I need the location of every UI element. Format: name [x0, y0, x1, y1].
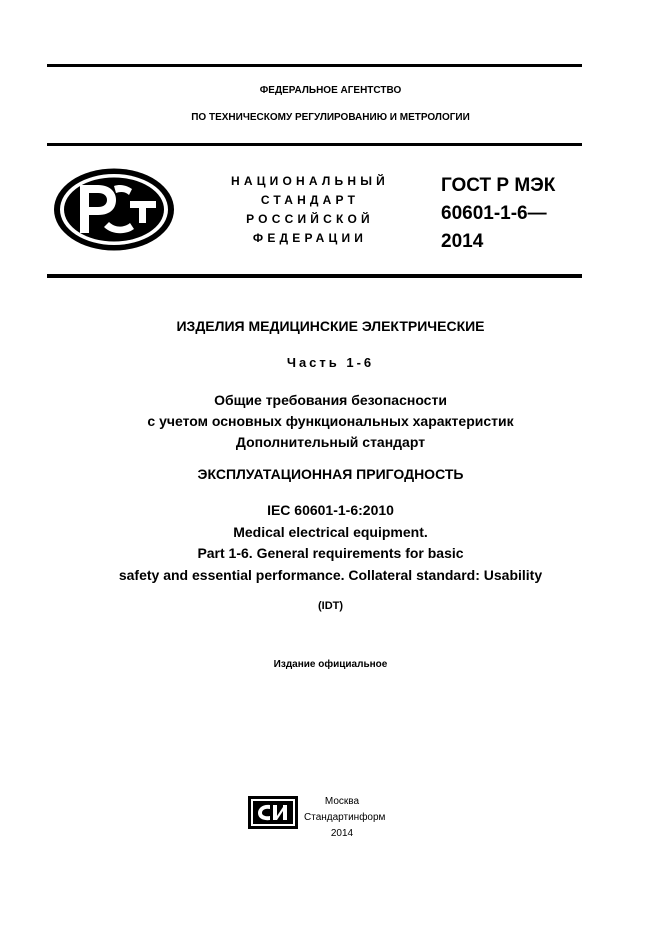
- subtitle-line: Общие требования безопасности: [214, 392, 447, 408]
- part-label: Часть 1-6: [286, 355, 375, 370]
- title-rule: [47, 274, 582, 278]
- top-rule: [47, 64, 582, 67]
- publisher-name: Стандартинформ: [304, 812, 386, 823]
- subtitle: [0, 390, 661, 453]
- agency-line-2: ПО ТЕХНИЧЕСКОМУ РЕГУЛИРОВАНИЮ И МЕТРОЛОГИИ: [191, 112, 470, 123]
- iec-line: IEC 60601-1-6:2010: [267, 502, 394, 518]
- subtitle-line: Дополнительный стандарт: [235, 434, 426, 450]
- edition-label: Издание официальное: [273, 659, 388, 670]
- publisher-info: [304, 794, 386, 842]
- iec-line: Part 1-6. General requirements for basic: [197, 545, 464, 561]
- header-rule: [47, 143, 582, 146]
- topic-title: ЭКСПЛУАТАЦИОННАЯ ПРИГОДНОСТЬ: [197, 466, 464, 482]
- national-line: СТАНДАРТ: [260, 193, 360, 207]
- document-title: ИЗДЕЛИЯ МЕДИЦИНСКИЕ ЭЛЕКТРИЧЕСКИЕ: [176, 318, 485, 334]
- iec-reference: [0, 500, 661, 586]
- national-standard-label: [200, 172, 420, 248]
- standartinform-logo-icon: [248, 796, 298, 829]
- publisher-city: Москва: [324, 796, 360, 807]
- gost-logo-icon: [52, 167, 176, 252]
- agency-line-1: ФЕДЕРАЛЬНОЕ АГЕНТСТВО: [259, 85, 402, 96]
- standard-code: [441, 172, 555, 256]
- national-line: НАЦИОНАЛЬНЫЙ: [230, 174, 390, 188]
- publisher-year: 2014: [330, 828, 354, 839]
- iec-line: Medical electrical equipment.: [233, 523, 428, 540]
- national-line: РОССИЙСКОЙ: [246, 212, 374, 226]
- national-line: ФЕДЕРАЦИИ: [252, 231, 368, 245]
- standard-code-line: 2014: [441, 231, 484, 252]
- idt-label: (IDT): [317, 600, 344, 612]
- standard-code-line: ГОСТ Р МЭК: [441, 175, 556, 196]
- subtitle-line: с учетом основных функциональных характеристик: [147, 413, 514, 429]
- iec-line: safety and essential performance. Collateral standard: Usability: [118, 566, 543, 583]
- standard-code-line: 60601-1-6—: [441, 203, 547, 224]
